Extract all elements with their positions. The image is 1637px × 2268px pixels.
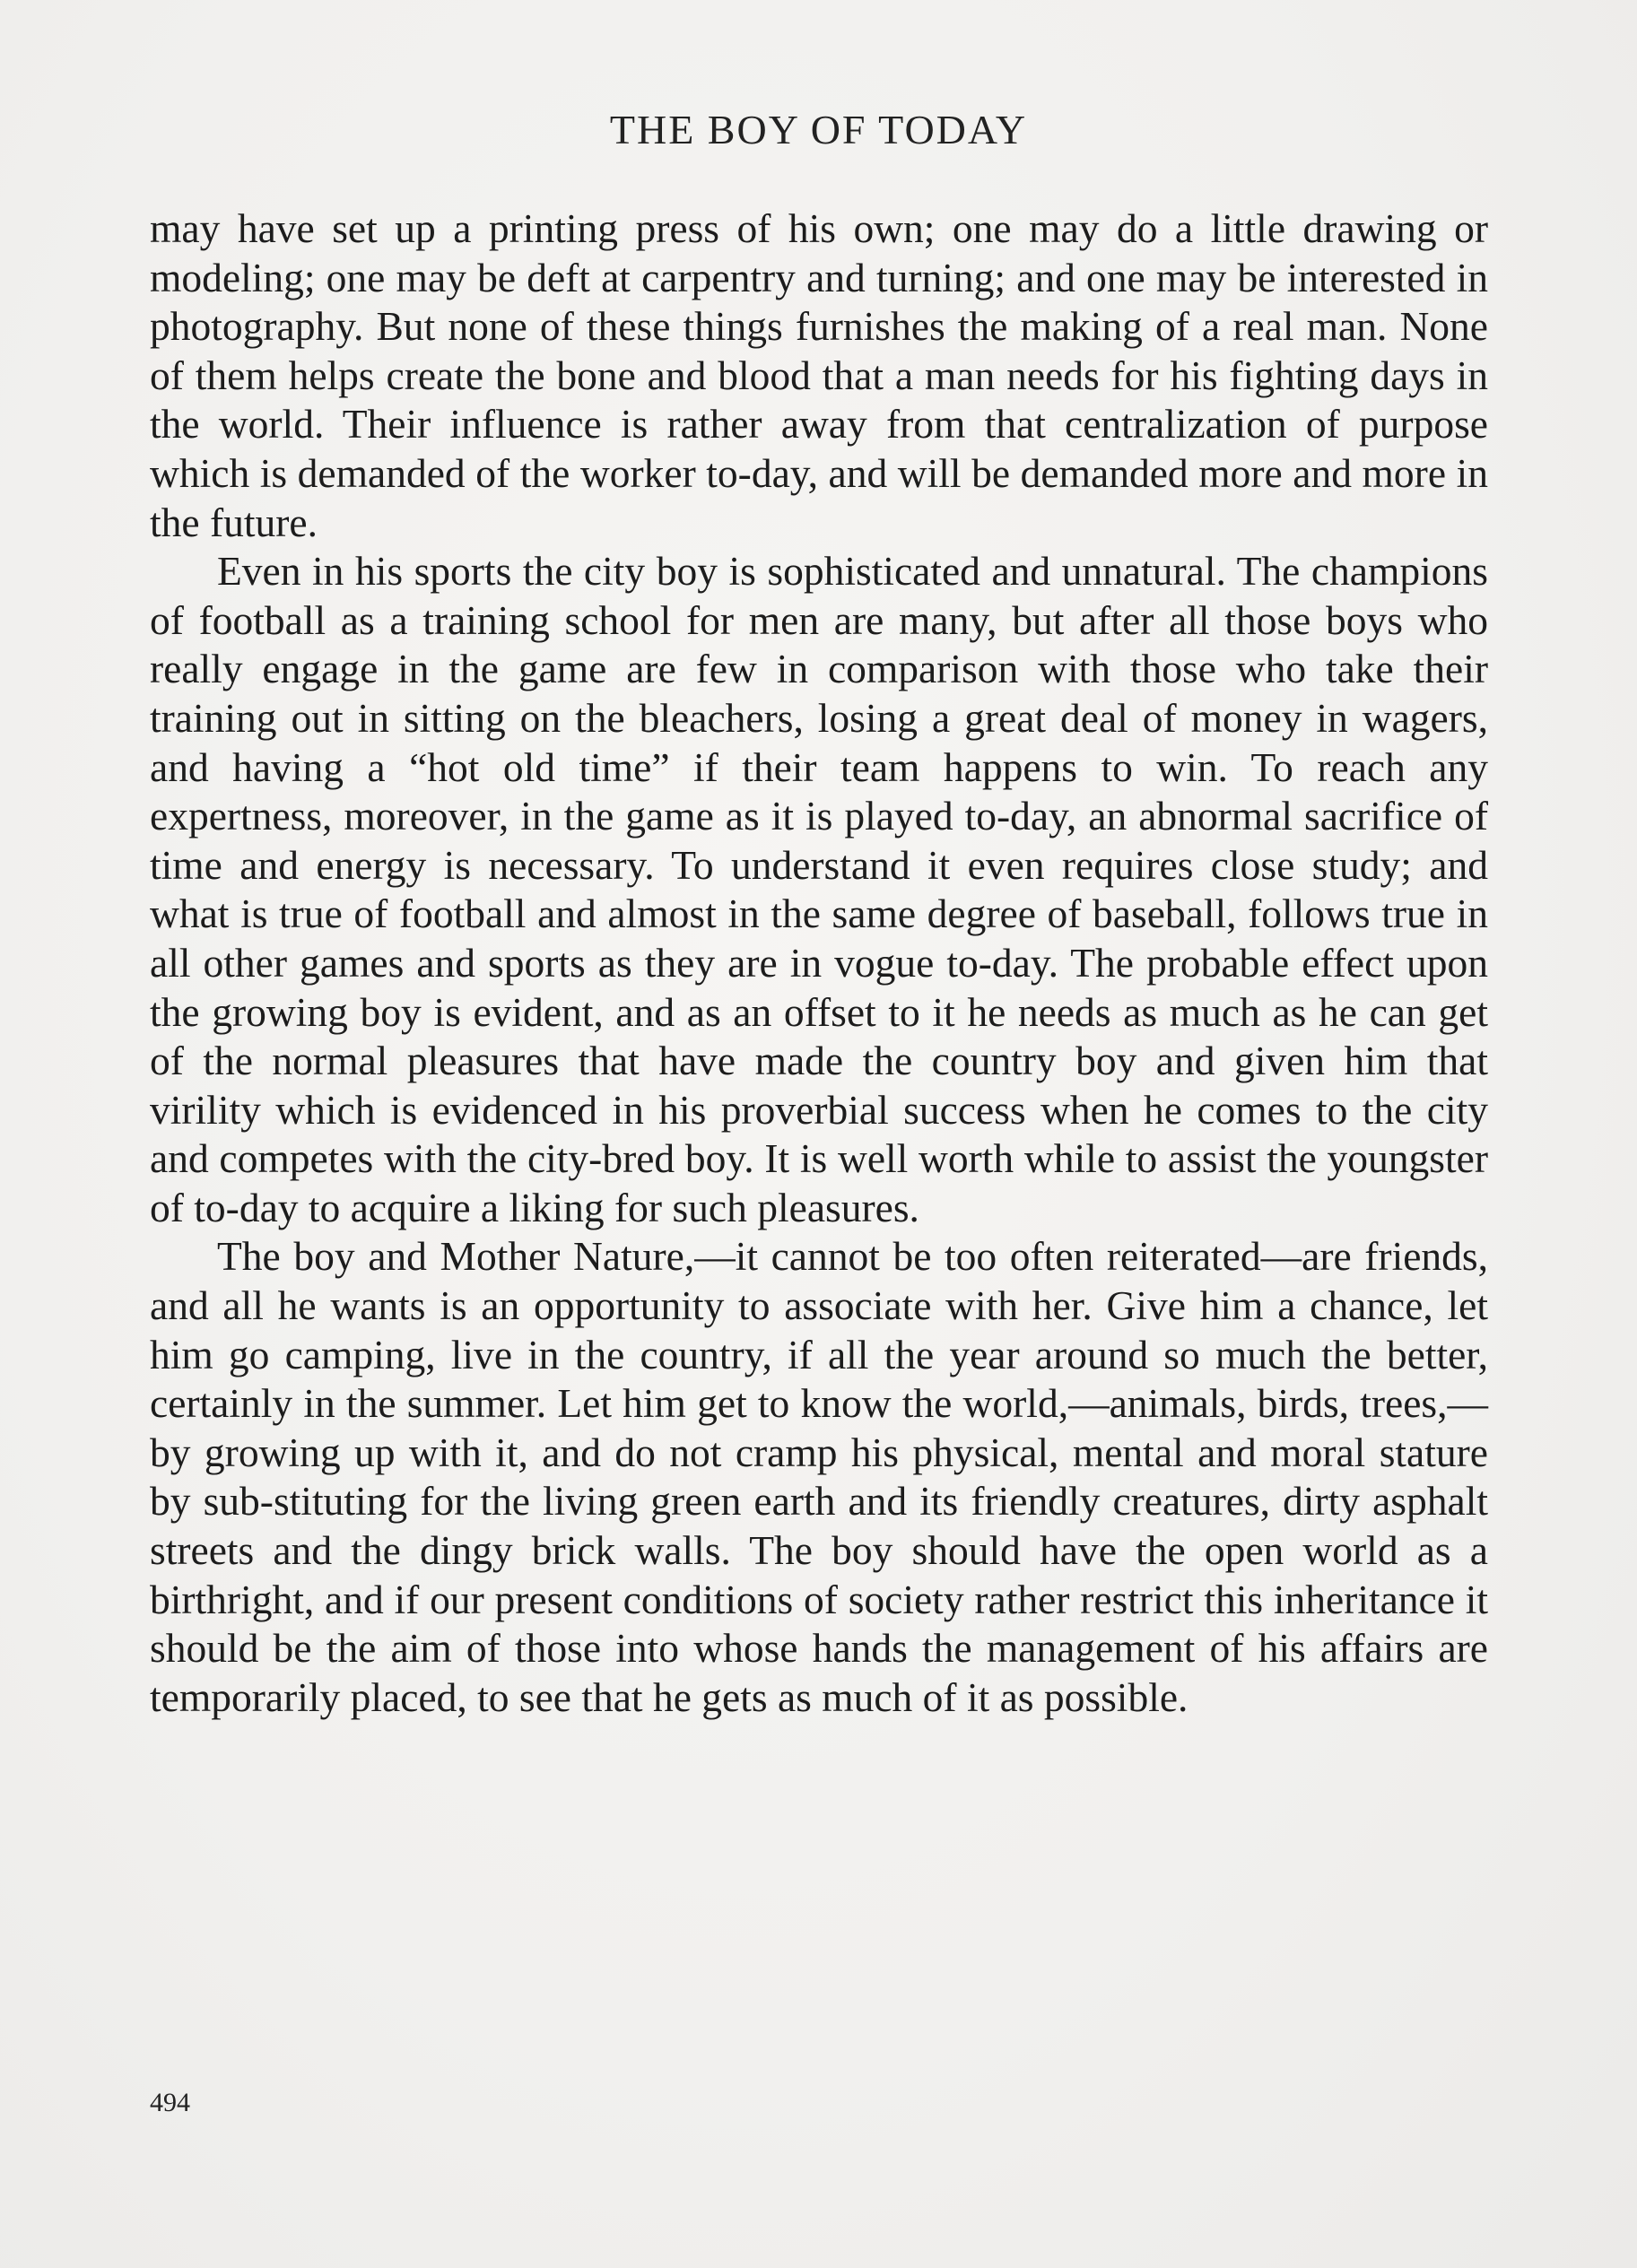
body-text — [150, 204, 1488, 1722]
paragraph-sports: Even in his sports the city boy is sophisticated and unnatural. The champions of football as a training school for men are many, but after all those boys who really engage in the game are few in comparison with those who take their training out in sitting on the bleachers, losing a great deal of money in wagers, and having a “hot old time” if their team happens to win. To reach any expertness, moreover, in the game as it is played to-day, an abnormal sacrifice of time and energy is necessary. To understand it even requires close study; and what is true of football and almost in the same degree of baseball, follows true in all other games and sports as they are in vogue to-day. The probable effect upon the growing boy is evident, and as an offset to it he needs as much as he can get of the normal pleasures that have made the country boy and given him that virility which is evidenced in his proverbial success when he comes to the city and competes with the city-bred boy. It is well worth while to assist the youngster of to-day to acquire a liking for such pleasures. — [150, 548, 1488, 1230]
paragraph-continued: may have set up a printing press of his own; one may do a little drawing or modeling; one may be deft at carpentry and turning; and one may be interested in photography. But none of these things furnishes the making of a real man. None of them helps create the bone and blood that a man needs for his fighting days in the world. Their influence is rather away from that centralization of purpose which is demanded of the worker to-day, and will be demanded more and more in the future. — [150, 205, 1488, 545]
paragraph-mother-nature: The boy and Mother Nature,—it cannot be too often reiterated—are friends, and all he wants is an opportunity to associate with her. Give him a chance, let him go camping, live in the country, if all the year around so much the better, certainly in the summer. Let him get to know the world,—animals, birds, trees,— by growing up with it, and do not cramp his physical, mental and moral stature by sub-stituting for the living green earth and its friendly creatures, dirty asphalt streets and the dingy brick walls. The boy should have the open world as a birthright, and if our present conditions of society rather restrict this inheritance it should be the aim of those into whose hands the management of his affairs are temporarily placed, to see that he gets as much of it as possible. — [150, 1233, 1488, 1720]
page-number: 494 — [150, 2088, 190, 2117]
running-head: THE BOY OF TODAY — [609, 107, 1028, 152]
